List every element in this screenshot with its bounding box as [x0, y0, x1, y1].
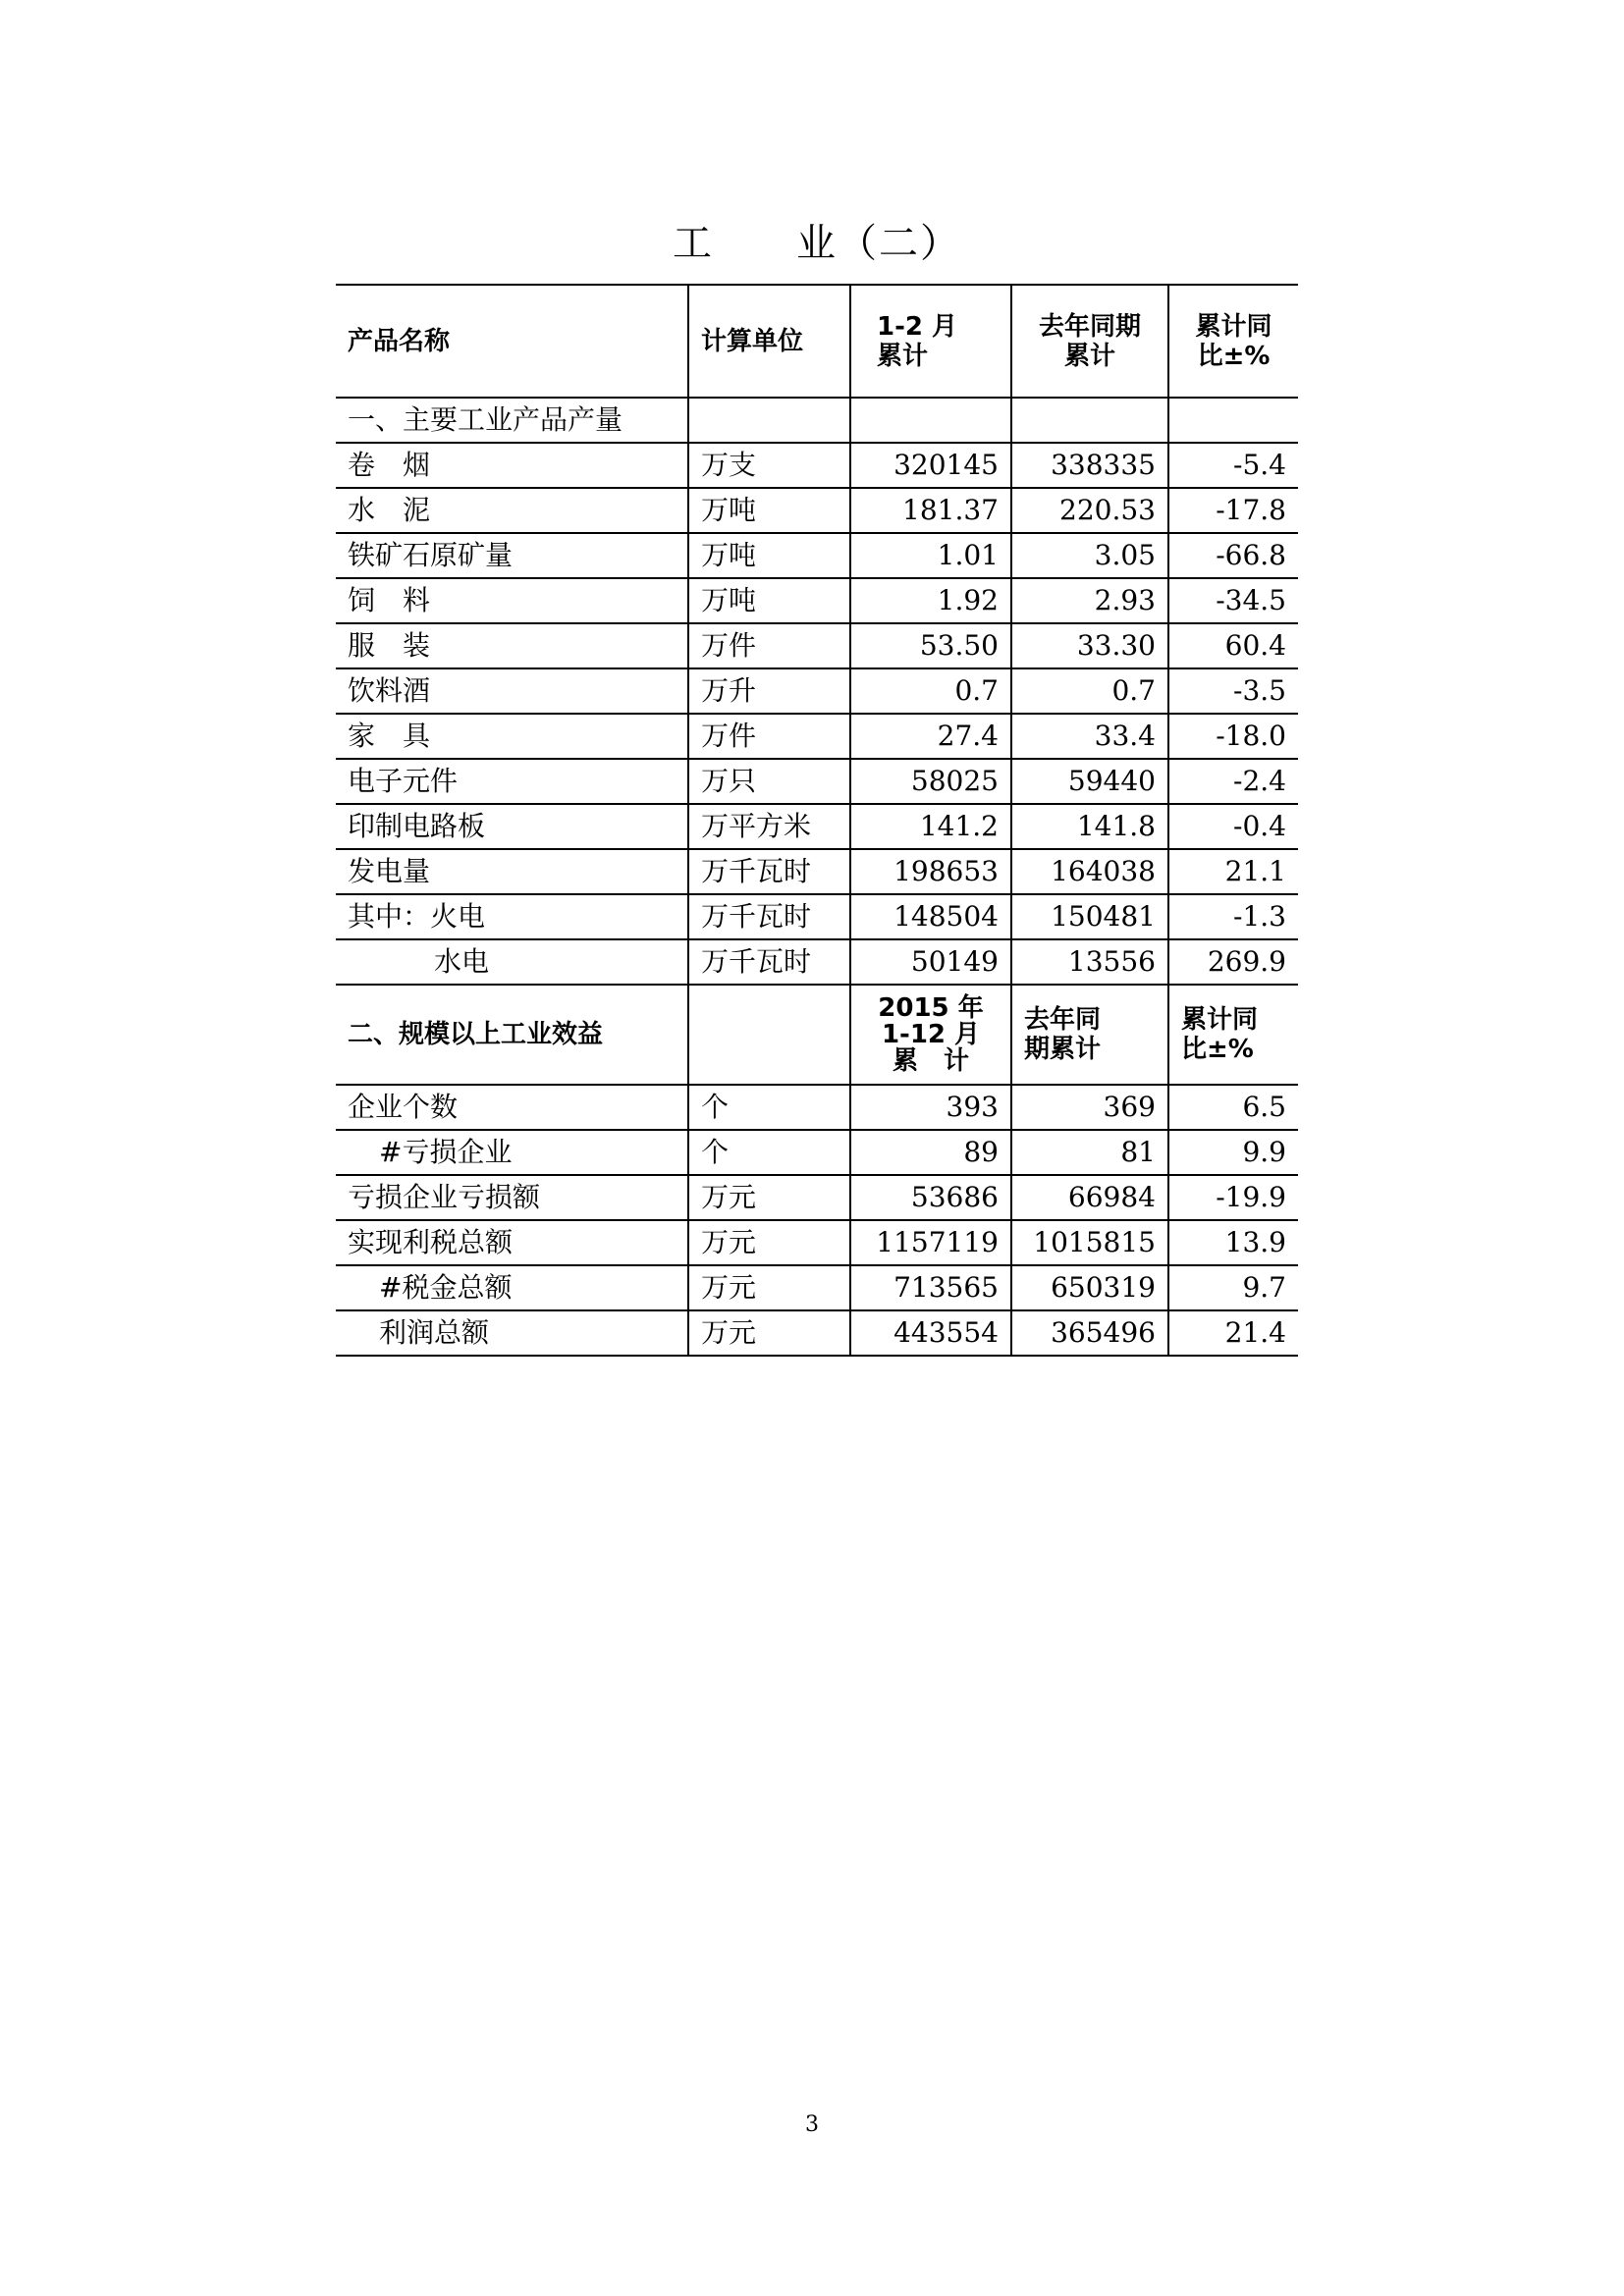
row-unit: 万支	[688, 443, 850, 488]
row-unit: 万千瓦时	[688, 939, 850, 985]
row-unit: 万元	[688, 1220, 850, 1265]
row-last-year-value: 0.7	[1011, 668, 1168, 714]
row-name: 印制电路板	[336, 804, 688, 849]
table-row	[336, 1265, 1298, 1310]
row-current-value: 393	[850, 1085, 1011, 1130]
header-change: 累计同 比±%	[1168, 285, 1298, 398]
row-change-percent: -1.3	[1168, 894, 1298, 939]
table-row	[336, 443, 1298, 488]
section-label: 一、主要工业产品产量	[336, 398, 688, 443]
row-last-year-value: 13556	[1011, 939, 1168, 985]
row-current-value: 713565	[850, 1265, 1011, 1310]
table-row	[336, 1310, 1298, 1356]
row-change-percent: 269.9	[1168, 939, 1298, 985]
row-last-year-value: 3.05	[1011, 533, 1168, 578]
row-name: 水电	[336, 939, 688, 985]
row-change-percent: 21.4	[1168, 1310, 1298, 1356]
table-row	[336, 578, 1298, 623]
row-current-value: 27.4	[850, 714, 1011, 759]
row-name: 利润总额	[336, 1310, 688, 1356]
row-current-value: 58025	[850, 759, 1011, 804]
row-unit: 万平方米	[688, 804, 850, 849]
row-current-value: 89	[850, 1130, 1011, 1175]
row-last-year-value: 338335	[1011, 443, 1168, 488]
row-current-value: 198653	[850, 849, 1011, 894]
row-change-percent: -17.8	[1168, 488, 1298, 533]
row-current-value: 53.50	[850, 623, 1011, 668]
row-change-percent: -0.4	[1168, 804, 1298, 849]
table-row	[336, 714, 1298, 759]
table-row	[336, 1085, 1298, 1130]
row-name: 铁矿石原矿量	[336, 533, 688, 578]
row-name: 水 泥	[336, 488, 688, 533]
row-unit: 个	[688, 1130, 850, 1175]
row-name: 亏损企业亏损额	[336, 1175, 688, 1220]
row-change-percent: 21.1	[1168, 849, 1298, 894]
row-change-percent: 6.5	[1168, 1085, 1298, 1130]
row-last-year-value: 1015815	[1011, 1220, 1168, 1265]
header-row	[336, 285, 1298, 398]
row-current-value: 0.7	[850, 668, 1011, 714]
row-name: #亏损企业	[336, 1130, 688, 1175]
row-change-percent: 9.7	[1168, 1265, 1298, 1310]
row-last-year-value: 365496	[1011, 1310, 1168, 1356]
table-row	[336, 533, 1298, 578]
row-current-value: 53686	[850, 1175, 1011, 1220]
table-row	[336, 849, 1298, 894]
row-last-year-value: 33.4	[1011, 714, 1168, 759]
table-row	[336, 759, 1298, 804]
table-row	[336, 668, 1298, 714]
page-title: 工 业（二）	[673, 221, 961, 266]
row-change-percent: -34.5	[1168, 578, 1298, 623]
row-last-year-value: 650319	[1011, 1265, 1168, 1310]
row-last-year-value: 59440	[1011, 759, 1168, 804]
row-change-percent: 9.9	[1168, 1130, 1298, 1175]
row-name: 发电量	[336, 849, 688, 894]
row-name: #税金总额	[336, 1265, 688, 1310]
row-change-percent: 13.9	[1168, 1220, 1298, 1265]
row-last-year-value: 150481	[1011, 894, 1168, 939]
row-unit: 万元	[688, 1265, 850, 1310]
row-name: 电子元件	[336, 759, 688, 804]
row-current-value: 443554	[850, 1310, 1011, 1356]
header-last: 去年同期 累计	[1011, 285, 1168, 398]
table-row	[336, 1130, 1298, 1175]
row-change-percent: -18.0	[1168, 714, 1298, 759]
table-row	[336, 623, 1298, 668]
row-last-year-value: 2.93	[1011, 578, 1168, 623]
row-unit: 万元	[688, 1310, 850, 1356]
section-row	[336, 398, 1298, 443]
row-name: 饲 料	[336, 578, 688, 623]
row-name: 家 具	[336, 714, 688, 759]
table-row	[336, 894, 1298, 939]
row-change-percent: -2.4	[1168, 759, 1298, 804]
table-row	[336, 804, 1298, 849]
row-name: 其中：火电	[336, 894, 688, 939]
industry-table	[336, 284, 1298, 1357]
table-row	[336, 939, 1298, 985]
row-last-year-value: 164038	[1011, 849, 1168, 894]
section2-last: 去年同 期累计	[1011, 985, 1168, 1085]
row-unit: 万元	[688, 1175, 850, 1220]
row-last-year-value: 66984	[1011, 1175, 1168, 1220]
row-last-year-value: 81	[1011, 1130, 1168, 1175]
row-name: 卷 烟	[336, 443, 688, 488]
row-change-percent: -19.9	[1168, 1175, 1298, 1220]
row-current-value: 1.01	[850, 533, 1011, 578]
section2-header-row	[336, 985, 1298, 1085]
row-change-percent: 60.4	[1168, 623, 1298, 668]
section2-change: 累计同 比±%	[1168, 985, 1298, 1085]
benefit-rows	[336, 1085, 1298, 1356]
row-current-value: 181.37	[850, 488, 1011, 533]
row-last-year-value: 220.53	[1011, 488, 1168, 533]
row-unit: 万吨	[688, 488, 850, 533]
header-unit: 计算单位	[688, 285, 850, 398]
row-name: 企业个数	[336, 1085, 688, 1130]
row-last-year-value: 141.8	[1011, 804, 1168, 849]
page-number: 3	[805, 2112, 819, 2137]
table-row	[336, 488, 1298, 533]
row-current-value: 148504	[850, 894, 1011, 939]
row-unit: 万千瓦时	[688, 849, 850, 894]
row-unit: 万吨	[688, 578, 850, 623]
header-current: 1-2 月 累计	[850, 285, 1011, 398]
row-current-value: 1.92	[850, 578, 1011, 623]
row-name: 实现利税总额	[336, 1220, 688, 1265]
row-unit: 万千瓦时	[688, 894, 850, 939]
row-current-value: 320145	[850, 443, 1011, 488]
row-unit: 万只	[688, 759, 850, 804]
row-unit: 个	[688, 1085, 850, 1130]
row-unit: 万升	[688, 668, 850, 714]
row-name: 服 装	[336, 623, 688, 668]
row-change-percent: -66.8	[1168, 533, 1298, 578]
row-unit: 万吨	[688, 533, 850, 578]
row-current-value: 1157119	[850, 1220, 1011, 1265]
section2-label: 二、规模以上工业效益	[336, 985, 688, 1085]
row-last-year-value: 369	[1011, 1085, 1168, 1130]
row-last-year-value: 33.30	[1011, 623, 1168, 668]
table-row	[336, 1220, 1298, 1265]
row-current-value: 50149	[850, 939, 1011, 985]
row-change-percent: -3.5	[1168, 668, 1298, 714]
row-unit: 万件	[688, 623, 850, 668]
row-current-value: 141.2	[850, 804, 1011, 849]
row-name: 饮料酒	[336, 668, 688, 714]
row-unit: 万件	[688, 714, 850, 759]
header-name: 产品名称	[336, 285, 688, 398]
production-rows	[336, 443, 1298, 985]
table-row	[336, 1175, 1298, 1220]
row-change-percent: -5.4	[1168, 443, 1298, 488]
section2-current: 2015 年 1-12 月 累 计	[850, 985, 1011, 1085]
